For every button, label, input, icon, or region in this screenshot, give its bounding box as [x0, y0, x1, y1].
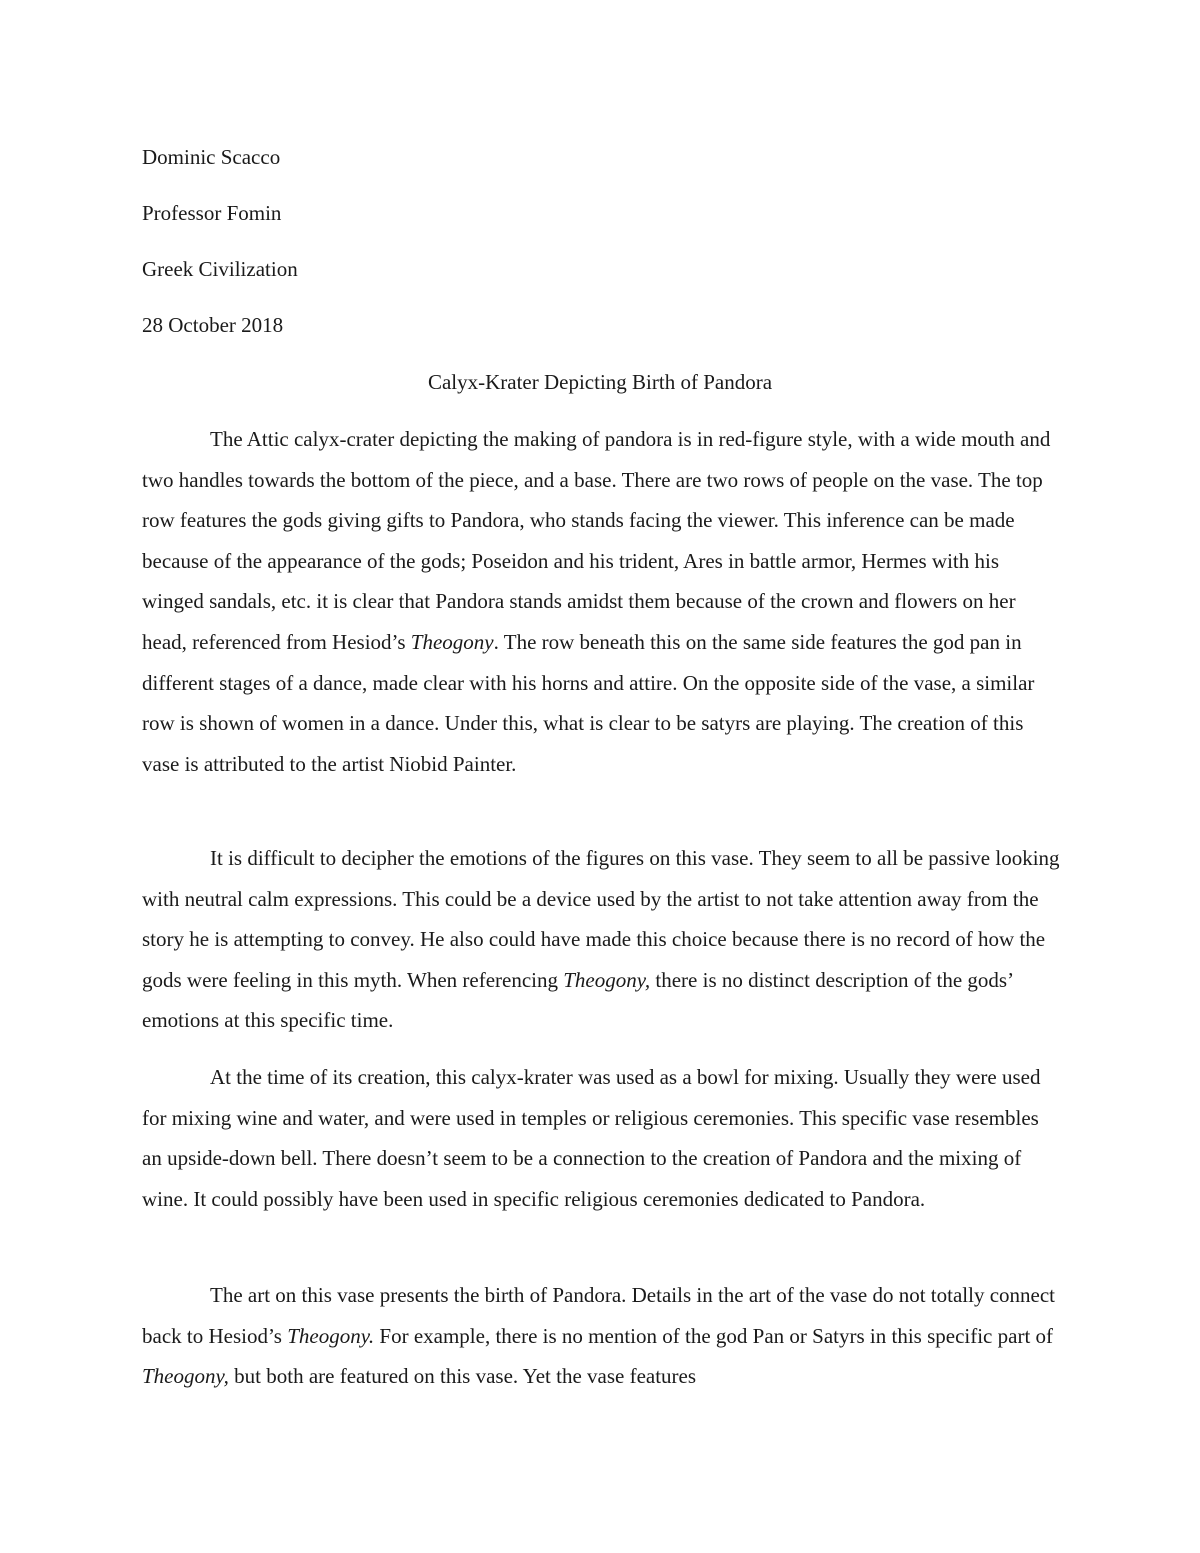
- document-date: 28 October 2018: [142, 313, 284, 337]
- paragraph-1: [142, 419, 1062, 784]
- paragraph-4-text-e: but both are featured on this vase. Yet the vase features: [228, 1364, 697, 1389]
- paragraph-4: [142, 1275, 1062, 1397]
- paragraph-2-italic-title: Theogony,: [563, 967, 651, 992]
- paragraph-2-text-c: there is no distinct description of the gods’ emotions at this specific time.: [142, 967, 1013, 1033]
- paragraph-1-text-c: . The row beneath this on the same side features the god pan in different stages of a dance, made clear with his horns and attire. On the opposite side of the vase, a similar row is shown of women in a dance. Under this, what is clear to be satyrs are playing. The creation of this vase is attributed to the artist Niobid Painter.: [142, 629, 1035, 776]
- paragraph-4-italic-title-2: Theogony,: [142, 1364, 229, 1389]
- paragraph-1-italic-title: Theogony: [410, 629, 494, 654]
- paragraph-4-italic-title-1: Theogony.: [287, 1323, 375, 1348]
- professor-name: Professor Fomin: [142, 201, 282, 225]
- paragraph-1-text-a: The Attic calyx-crater depicting the making of pandora is in red-figure style, with a wide mouth and two handles towards the bottom of the piece, and a base. There are two rows of people on the vase. The top row features the gods giving gifts to Pandora, who stands facing the viewer. This inference can be made because of the appearance of the gods; Poseidon and his trident, Ares in battle armor, Hermes with his winged sandals, etc. it is clear that Pandora stands amidst them because of the crown and flowers on her head, referenced from Hesiod’s: [142, 427, 1051, 654]
- paragraph-2: [142, 838, 1062, 1041]
- author-name: Dominic Scacco: [142, 145, 281, 169]
- document-title: Calyx-Krater Depicting Birth of Pandora: [427, 370, 773, 394]
- paragraph-3-text-a: At the time of its creation, this calyx-krater was used as a bowl for mixing. Usually they were used for mixing wine and water, and were used in temples or religious ceremonies. This specific vase resembles an upside-down bell. There doesn’t seem to be a connection to the creation of Pandora and the mixing of wine. It could possibly have been used in specific religious ceremonies dedicated to Pandora.: [142, 1065, 1041, 1211]
- course-name: Greek Civilization: [142, 257, 298, 281]
- paragraph-4-text-c: For example, there is no mention of the god Pan or Satyrs in this specific part of: [374, 1323, 1054, 1348]
- paragraph-3: [142, 1057, 1062, 1219]
- paragraph-2-text-a: It is difficult to decipher the emotions of the figures on this vase. They seem to all be passive looking with neutral calm expressions. This could be a device used by the artist to not take attention away from the story he is attempting to convey. He also could have made this choice because there is no record of how the gods were feeling in this myth. When referencing: [142, 846, 1060, 992]
- paragraph-4-text-a: The art on this vase presents the birth of Pandora. Details in the art of the vase do not totally connect back to Hesiod’s: [142, 1283, 1056, 1348]
